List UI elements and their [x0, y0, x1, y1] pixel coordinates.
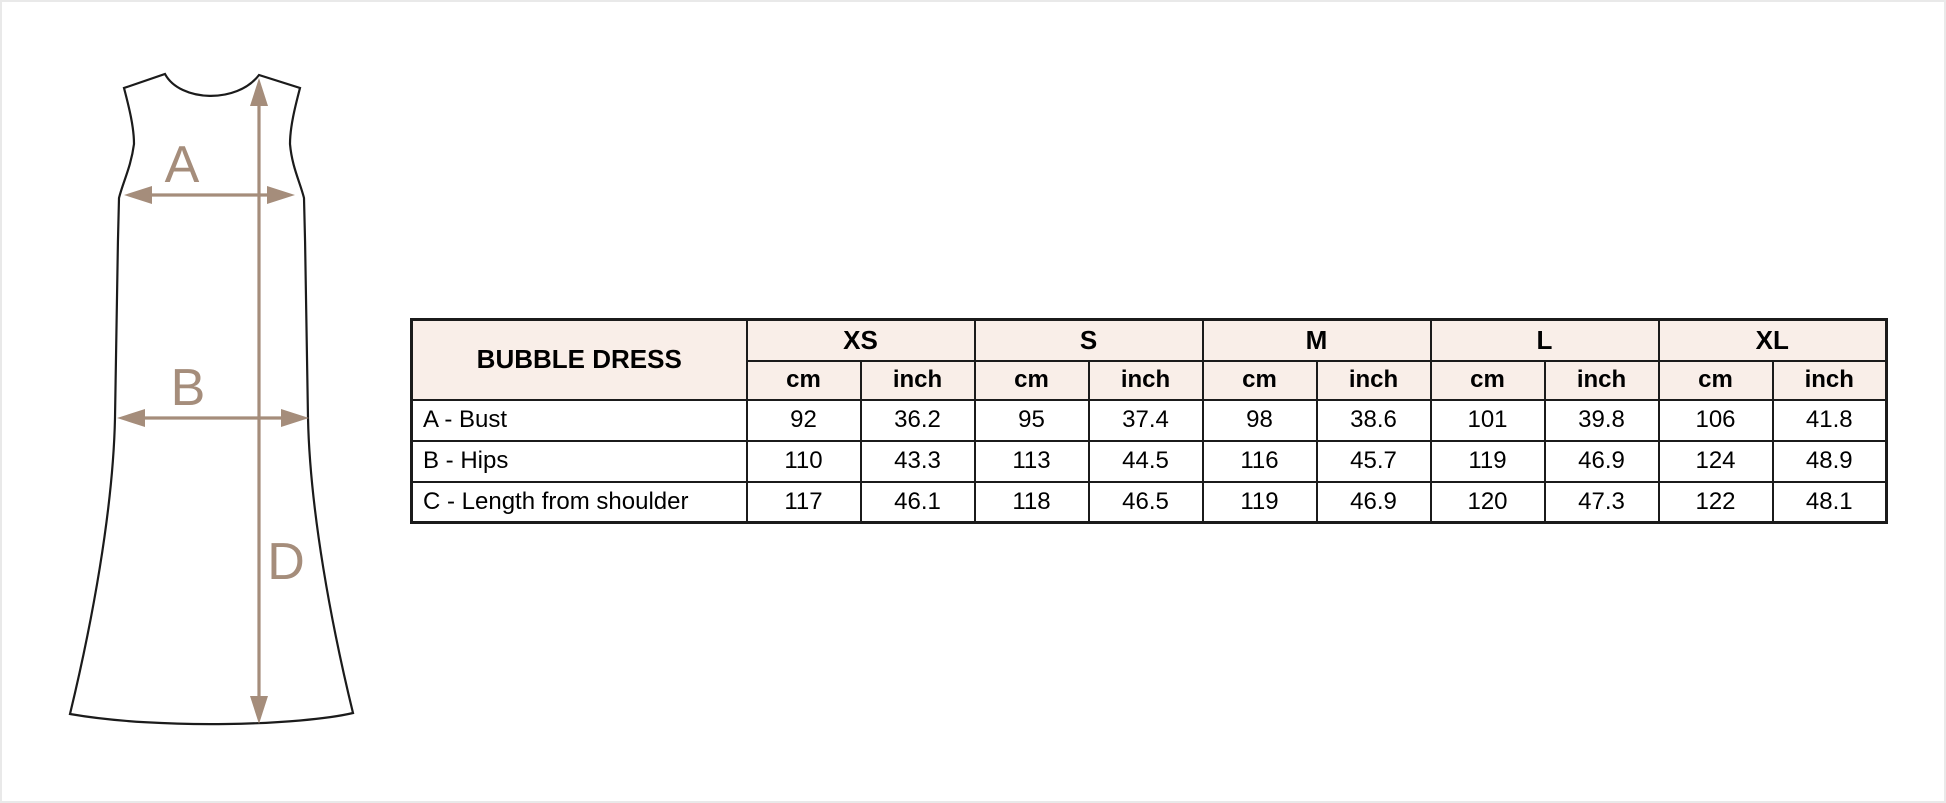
size-table-body [412, 400, 1887, 523]
value-cell: 46.9 [1317, 482, 1431, 523]
row-label: B - Hips [412, 441, 747, 482]
value-cell: 95 [975, 400, 1089, 441]
value-cell: 46.9 [1545, 441, 1659, 482]
table-title: BUBBLE DRESS [412, 320, 747, 400]
value-cell: 36.2 [861, 400, 975, 441]
value-cell: 113 [975, 441, 1089, 482]
unit-header-cm: cm [1659, 361, 1773, 400]
value-cell: 124 [1659, 441, 1773, 482]
unit-header-cm: cm [1203, 361, 1317, 400]
unit-header-cm: cm [747, 361, 861, 400]
value-cell: 46.5 [1089, 482, 1203, 523]
measurement-row [412, 441, 1887, 482]
value-cell: 38.6 [1317, 400, 1431, 441]
value-cell: 48.9 [1773, 441, 1887, 482]
value-cell: 98 [1203, 400, 1317, 441]
value-cell: 101 [1431, 400, 1545, 441]
row-label: A - Bust [412, 400, 747, 441]
unit-header-cm: cm [1431, 361, 1545, 400]
size-header-xl: XL [1659, 320, 1887, 361]
value-cell: 47.3 [1545, 482, 1659, 523]
value-cell: 106 [1659, 400, 1773, 441]
value-cell: 119 [1203, 482, 1317, 523]
unit-header-inch: inch [1773, 361, 1887, 400]
label-length: D [267, 533, 305, 591]
unit-header-inch: inch [1089, 361, 1203, 400]
value-cell: 118 [975, 482, 1089, 523]
value-cell: 110 [747, 441, 861, 482]
value-cell: 39.8 [1545, 400, 1659, 441]
value-cell: 44.5 [1089, 441, 1203, 482]
measurement-row [412, 482, 1887, 523]
dress-diagram [2, 2, 402, 803]
row-label: C - Length from shoulder [412, 482, 747, 523]
value-cell: 122 [1659, 482, 1773, 523]
value-cell: 119 [1431, 441, 1545, 482]
unit-header-inch: inch [1317, 361, 1431, 400]
value-cell: 117 [747, 482, 861, 523]
value-cell: 43.3 [861, 441, 975, 482]
unit-header-inch: inch [1545, 361, 1659, 400]
size-table [410, 318, 1888, 524]
dress-outline [70, 74, 353, 724]
label-hips: B [170, 359, 206, 417]
value-cell: 92 [747, 400, 861, 441]
size-header-l: L [1431, 320, 1659, 361]
label-bust: A [164, 136, 200, 194]
size-header-m: M [1203, 320, 1431, 361]
measurement-row [412, 400, 1887, 441]
value-cell: 116 [1203, 441, 1317, 482]
unit-header-inch: inch [861, 361, 975, 400]
size-header-xs: XS [747, 320, 975, 361]
size-header-s: S [975, 320, 1203, 361]
value-cell: 37.4 [1089, 400, 1203, 441]
value-cell: 41.8 [1773, 400, 1887, 441]
size-header-row [412, 320, 1887, 361]
value-cell: 120 [1431, 482, 1545, 523]
value-cell: 45.7 [1317, 441, 1431, 482]
value-cell: 48.1 [1773, 482, 1887, 523]
unit-header-cm: cm [975, 361, 1089, 400]
value-cell: 46.1 [861, 482, 975, 523]
